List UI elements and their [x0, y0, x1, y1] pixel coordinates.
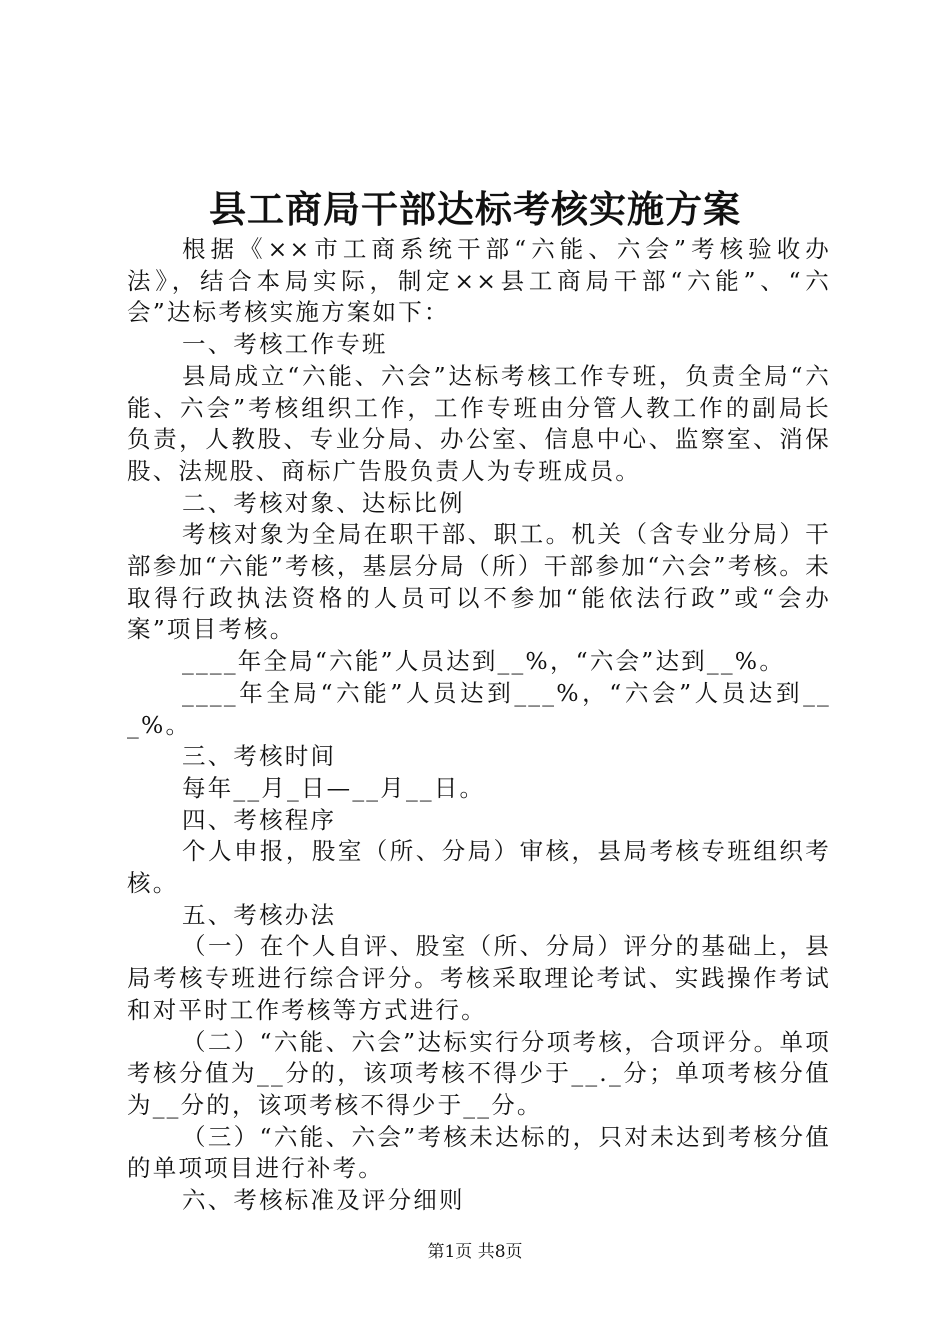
intro-paragraph: 根据《××市工商系统干部“六能、六会”考核验收办法》，结合本局实际，制定××县工商局干部“六能”、“六会”达标考核实施方案如下： [127, 235, 831, 327]
section-2-target-line-1: ____年全局“六能”人员达到__%，“六会”达到__%。 [182, 647, 786, 676]
section-5-item-3: （三）“六能、六会”考核未达标的，只对未达到考核分值的单项项目进行补考。 [127, 1122, 831, 1183]
section-heading-6: 六、考核标准及评分细则 [182, 1186, 465, 1215]
document-title: 县工商局干部达标考核实施方案 [209, 187, 741, 231]
document-body [127, 234, 831, 1217]
section-4-paragraph: 个人申报，股室（所、分局）审核，县局考核专班组织考核。 [127, 837, 831, 898]
section-5-item-1: （一）在个人自评、股室（所、分局）评分的基础上，县局考核专班进行综合评分。考核采取理论考试、实践操作考试和对平时工作考核等方式进行。 [127, 932, 831, 1024]
section-2-target-line-2: ____年全局“六能”人员达到___%，“六会”人员达到___%。 [127, 678, 831, 739]
section-1-paragraph: 县局成立“六能、六会”达标考核工作专班，负责全局“六能、六会”考核组织工作，工作专班由分管人教工作的副局长负责，人教股、专业分局、办公室、信息中心、监察室、消保股、法规股、商标广告股负责人为专班成员。 [127, 361, 831, 485]
section-3-paragraph: 每年__月_日—__月__日。 [182, 773, 486, 802]
section-heading-2: 二、考核对象、达标比例 [182, 488, 465, 517]
section-heading-4: 四、考核程序 [182, 805, 337, 834]
section-heading-3: 三、考核时间 [182, 742, 337, 771]
page-footer: 第1页 共8页 [427, 1242, 523, 1262]
section-heading-1: 一、考核工作专班 [182, 330, 388, 359]
section-5-item-2: （二）“六能、六会”达标实行分项考核，合项评分。单项考核分值为__分的，该项考核不得少于__._分；单项考核分值为__分的，该项考核不得少于__分。 [127, 1027, 831, 1119]
section-heading-5: 五、考核办法 [182, 900, 337, 929]
section-2-paragraph: 考核对象为全局在职干部、职工。机关（含专业分局）干部参加“六能”考核，基层分局（所）干部参加“六会”考核。未取得行政执法资格的人员可以不参加“能依法行政”或“会办案”项目考核。 [127, 520, 831, 644]
